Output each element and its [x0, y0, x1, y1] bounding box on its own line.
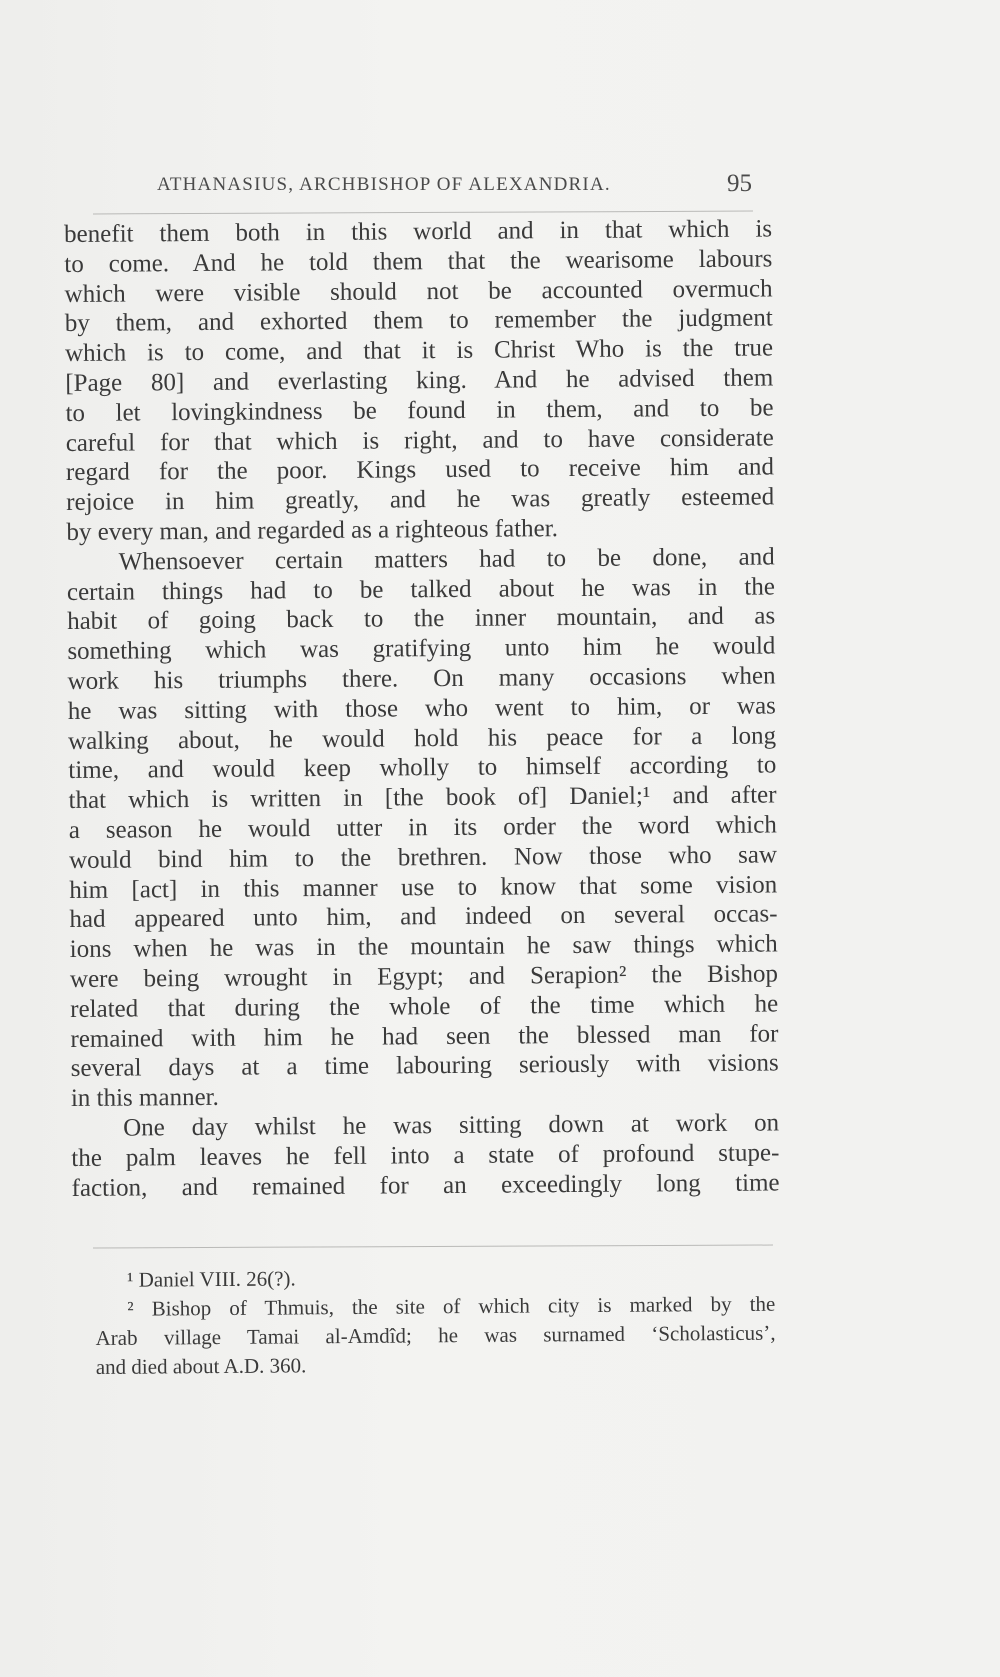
text-line: a season he would utter in its order the word which	[68, 811, 777, 844]
text-line: him [act] in this manner use to know that some vision	[69, 870, 778, 904]
text-line: ions when he was in the mountain he saw things which	[69, 930, 778, 964]
text-line: to let lovingkindness be found in them, and to be	[65, 394, 774, 427]
text-line: several days at a time labouring seriously with visions	[70, 1049, 779, 1083]
text-line: remained with him he had seen the blessed man for	[70, 1019, 779, 1053]
text-line: rejoice in him greatly, and he was greatly esteemed	[66, 483, 775, 517]
running-head	[152, 170, 752, 206]
text-line: walking about, he would hold his peace for a long	[67, 721, 777, 755]
footnote-rule	[93, 1245, 773, 1249]
text-line: would bind him to the brethren. Now those who saw	[68, 841, 778, 874]
header-rule	[93, 211, 753, 215]
footnote-2-continued: Arab village Tamai al-Amdîd; he was surnamed ‘Scholasticus’,	[95, 1320, 776, 1350]
text-line: that which is written in [the book of] Daniel;¹ and after	[68, 781, 777, 815]
paragraph-start-line: Whensoever certain matters had to be done, and	[118, 543, 775, 576]
text-line: the palm leaves he fell into a state of profound stupe-	[71, 1139, 780, 1172]
footnote-2: ² Bishop of Thmuis, the site of which city is marked by the	[127, 1291, 776, 1321]
text-line: [Page 80] and everlasting king. And he advised them	[65, 364, 774, 397]
text-line: by every man, and regarded as a righteous father.	[66, 515, 559, 546]
text-line: which is to come, and that it is Christ Who is the true	[64, 334, 774, 368]
text-line: time, and would keep wholly to himself according to	[68, 751, 777, 785]
paragraph-start-line: One day whilst he was sitting down at work on	[123, 1109, 780, 1142]
text-line: by them, and exhorted them to remember the judgment	[64, 304, 773, 338]
text-line: he was sitting with those who went to him, or was	[67, 692, 776, 725]
text-line: habit of going back to the inner mountain, and as	[67, 602, 776, 636]
text-line: something which was gratifying unto him he would	[67, 632, 776, 666]
text-line: regard for the poor. Kings used to receive him and	[65, 453, 775, 487]
text-line: certain things had to be talked about he was in the	[66, 572, 776, 606]
footnote-2-continued: and died about A.D. 360.	[95, 1353, 307, 1379]
footnote-1: ¹ Daniel VIII. 26(?).	[127, 1266, 296, 1292]
text-line: in this manner.	[70, 1083, 219, 1113]
text-line: benefit them both in this world and in that which is	[64, 215, 773, 248]
page-number: 95	[727, 170, 752, 197]
running-title: ATHANASIUS, ARCHBISHOP OF ALEXANDRIA.	[157, 174, 611, 195]
text-line: to come. And he told them that the wearisome labours	[64, 245, 773, 278]
text-line: which were visible should not be accounted overmuch	[64, 275, 773, 308]
text-line: related that during the whole of the time which he	[70, 990, 779, 1023]
body-text	[64, 214, 780, 1203]
text-line: had appeared unto him, and indeed on several occas-	[69, 900, 778, 934]
text-line: were being wrought in Egypt; and Serapion² the Bishop	[69, 960, 779, 993]
footnotes	[95, 1261, 776, 1382]
text-line: work his triumphs there. On many occasions when	[67, 662, 776, 695]
text-line: faction, and remained for an exceedingly long time	[71, 1168, 780, 1202]
text-line: careful for that which is right, and to have considerate	[65, 424, 774, 457]
